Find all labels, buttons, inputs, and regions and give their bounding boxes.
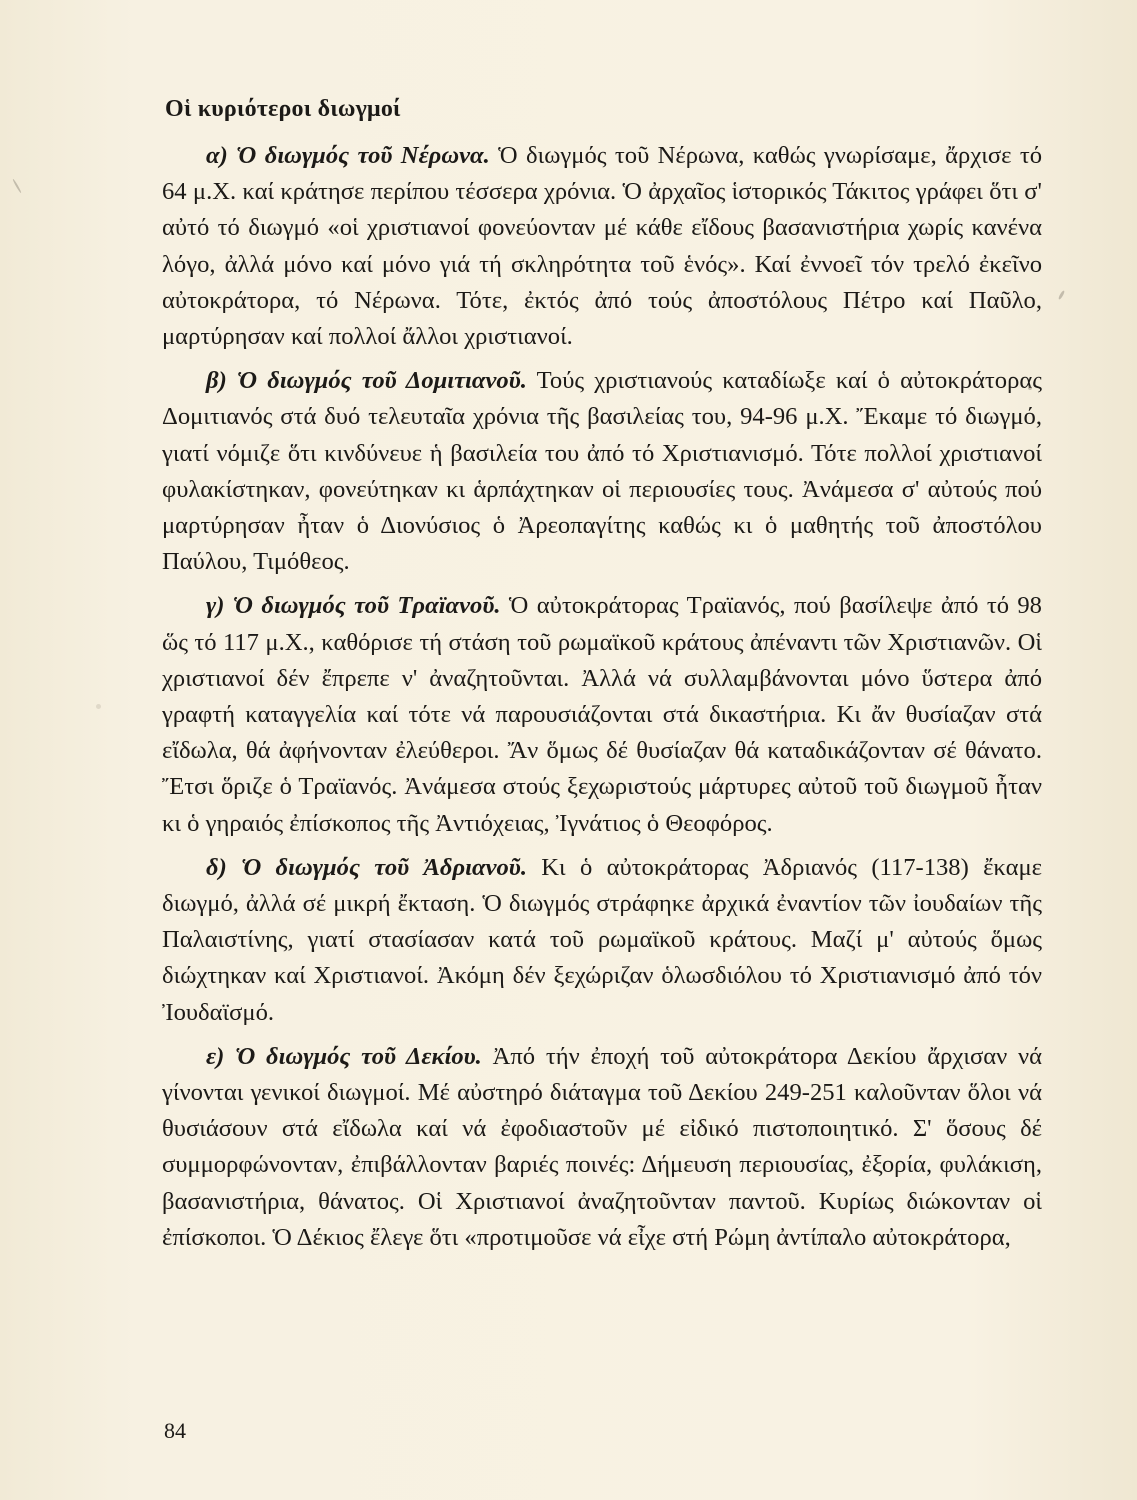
body-text xyxy=(162,138,1042,1264)
section-text: Τούς χριστιανούς καταδίωξε καί ὁ αὐτοκράτορας Δομιτιανός στά δυό τελευταῖα χρόνια τῆς βασιλείας του, 94-96 μ.Χ. Ἔκαμε τό διωγμό, γιατί νόμιζε ὅτι κινδύνευε ἡ βασιλεία του ἀπό τό Χριστιανισμό. Τότε πολλοί χριστιανοί φυλακίστηκαν, φονεύτηκαν κι ἁρπάχτηκαν οἱ περιουσίες τους. Ἀνάμεσα σ' αὐτούς πού μαρτύρησαν ἦταν ὁ Διονύσιος ὁ Ἀρεοπαγίτης καθώς κι ὁ μαθητής τοῦ ἀποστόλου Παύλου, Τιμόθεος. xyxy=(162,367,1042,576)
section-title: δ) Ὁ διωγμός τοῦ Ἀδριανοῦ. xyxy=(206,853,527,881)
section-title: β) Ὁ διωγμός τοῦ Δομιτιανοῦ. xyxy=(206,367,527,395)
page-number: 84 xyxy=(164,1418,186,1443)
section-title: α) Ὁ διωγμός τοῦ Νέρωνα. xyxy=(206,142,490,169)
section-text: Ἀπό τήν ἐποχή τοῦ αὐτοκράτορα Δεκίου ἄρχισαν νά γίνονται γενικοί διωγμοί. Μέ αὐστηρό διάταγμα τοῦ Δεκίου 249-251 καλοῦνταν ὅλοι νά θυσιάσουν στά εἴδωλα καί νά ἐφοδιαστοῦν μέ εἰδικό πιστοποιητικό. Σ' ὅσους δέ συμμορφώνονταν, ἐπιβάλλονταν βαριές ποινές: Δήμευση περιουσίας, ἐξορία, φυλάκιση, βασανιστήρια, θάνατος. Οἱ Χριστιανοί ἀναζητοῦνταν παντοῦ. Κυρίως διώκονταν οἱ ἐπίσκοποι. Ὁ Δέκιος ἔλεγε ὅτι «προτιμοῦσε νά εἶχε στή Ρώμη ἀντίπαλο αὐτοκράτορα, xyxy=(162,1042,1042,1251)
section-title: ε) Ὁ διωγμός τοῦ Δεκίου. xyxy=(206,1042,482,1070)
section-domitian xyxy=(162,363,1042,580)
section-hadrian xyxy=(162,850,1042,1031)
paper-speck xyxy=(12,179,22,194)
section-text: Ὁ διωγμός τοῦ Νέρωνα, καθώς γνωρίσαμε, ἄρχισε τό 64 μ.Χ. καί κράτησε περίπου τέσσερα χρόνια. Ὁ ἀρχαῖος ἱστορικός Τάκιτος γράφει ὅτι σ' αὐτό τό διωγμό «οἱ χριστιανοί φονεύονταν μέ κάθε εἴδους βασανιστήρια χωρίς κανένα λόγο, ἀλλά μόνο καί μόνο γιά τή σκληρότητα τοῦ ἑνός». Καί ἐννοεῖ τόν τρελό ἐκεῖνο αὐτοκράτορα, τό Νέρωνα. Τότε, ἐκτός ἀπό τούς ἀποστόλους Πέτρο καί Παῦλο, μαρτύρησαν καί πολλοί ἄλλοι χριστιανοί. xyxy=(162,142,1043,351)
section-title: γ) Ὁ διωγμός τοῦ Τραϊανοῦ. xyxy=(206,592,501,620)
page-heading: Οἱ κυριότεροι διωγμοί xyxy=(165,96,401,122)
section-nero xyxy=(162,138,1042,355)
section-text: Κι ὁ αὐτοκράτορας Ἀδριανός (117-138) ἔκαμε διωγμό, ἀλλά σέ μικρή ἔκταση. Ὁ διωγμός στράφηκε ἀρχικά ἐναντίον τῶν ἰουδαίων τῆς Παλαιστίνης, γιατί στασίασαν κατά τοῦ ρωμαϊκοῦ κράτους. Μαζί μ' αὐτούς ὅμως διώχτηκαν καί Χριστιανοί. Ἀκόμη δέν ξεχώριζαν ὁλωσδιόλου τό Χριστιανισμό ἀπό τόν Ἰουδαϊσμό. xyxy=(162,853,1042,1026)
paper-speck xyxy=(1058,290,1066,300)
section-decius xyxy=(162,1039,1042,1256)
paper-speck xyxy=(96,704,101,709)
paper-speck xyxy=(1028,386,1032,390)
section-trajan xyxy=(162,588,1042,841)
section-text: Ὁ αὐτοκράτορας Τραϊανός, πού βασίλεψε ἀπό τό 98 ὥς τό 117 μ.Χ., καθόρισε τή στάση τοῦ ρωμαϊκοῦ κράτους ἀπέναντι τῶν Χριστιανῶν. Οἱ χριστιανοί δέν ἔπρεπε ν' ἀναζητοῦνται. Ἀλλά νά συλλαμβάνονται μόνο ὕστερα ἀπό γραφτή καταγγελία καί τότε νά παρουσιάζονται στά δικαστήρια. Κι ἄν θυσίαζαν στά εἴδωλα, θά ἀφήνονταν ἐλεύθεροι. Ἄν ὅμως δέ θυσίαζαν θά καταδικάζονταν σέ θάνατο. Ἔτσι ὅριζε ὁ Τραϊανός. Ἀνάμεσα στούς ξεχωριστούς μάρτυρες αὐτοῦ τοῦ διωγμοῦ ἦταν κι ὁ γηραιός ἐπίσκοπος τῆς Ἀντιόχειας, Ἰγνάτιος ὁ Θεοφόρος. xyxy=(162,592,1042,837)
